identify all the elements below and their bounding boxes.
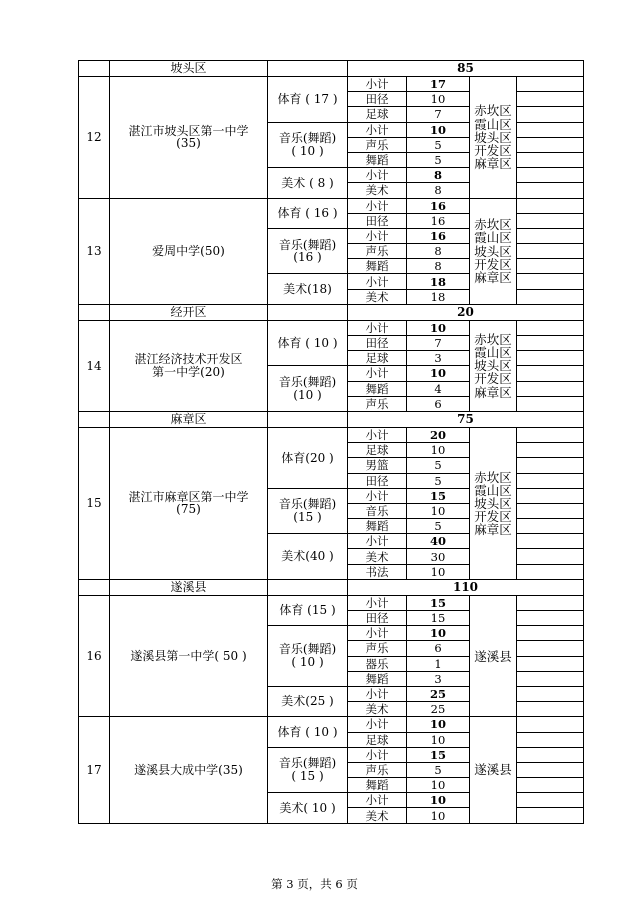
subject-group-line: 美术(40 ) <box>281 549 334 564</box>
item-label: 声乐 <box>348 137 407 152</box>
blank-cell <box>517 611 584 626</box>
blank-cell <box>517 626 584 641</box>
blank-cell <box>517 595 584 610</box>
item-label: 小计 <box>348 488 407 503</box>
recruit-area: 霞山区 <box>474 230 512 246</box>
item-label: 田径 <box>348 336 407 351</box>
subject-group-line: 美术( 10 ) <box>279 800 336 815</box>
item-label: 小计 <box>348 427 407 442</box>
subject-group <box>268 198 348 228</box>
subject-group <box>268 427 348 488</box>
item-label: 舞蹈 <box>348 152 407 167</box>
recruit-area: 麻章区 <box>474 522 512 538</box>
item-subtotal: 15 <box>407 488 470 503</box>
recruit-area: 霞山区 <box>474 345 512 361</box>
item-label: 小计 <box>348 274 407 289</box>
subject-group <box>268 168 348 198</box>
subject-group <box>268 274 348 304</box>
district-spacer-cell <box>268 579 348 595</box>
item-label: 足球 <box>348 443 407 458</box>
school-name-line: (75) <box>176 502 201 517</box>
blank-cell <box>517 122 584 137</box>
blank-cell <box>517 183 584 198</box>
item-label: 器乐 <box>348 656 407 671</box>
page-footer: 第 3 页，共 6 页 <box>271 877 358 891</box>
item-label: 舞蹈 <box>348 671 407 686</box>
blank-cell <box>517 747 584 762</box>
subject-group <box>268 534 348 580</box>
district-row <box>79 579 584 595</box>
item-count: 18 <box>407 289 470 304</box>
school-name-line: 湛江经济技术开发区 <box>134 352 243 367</box>
item-count: 6 <box>407 396 470 411</box>
subject-group <box>268 228 348 274</box>
item-count: 8 <box>407 183 470 198</box>
subject-group-line: (15 ) <box>293 509 322 524</box>
blank-cell <box>517 793 584 808</box>
item-label: 书法 <box>348 564 407 579</box>
school-number: 16 <box>79 595 110 717</box>
school-name-line: 爱周中学(50) <box>152 243 225 258</box>
item-label: 舞蹈 <box>348 259 407 274</box>
district-blank-cell <box>79 61 110 77</box>
school-name <box>110 717 268 823</box>
subject-group-line: ( 10 ) <box>291 655 324 670</box>
blank-cell <box>517 717 584 732</box>
table-row <box>79 77 584 92</box>
subject-group <box>268 747 348 793</box>
item-count: 7 <box>407 336 470 351</box>
item-count: 7 <box>407 107 470 122</box>
recruit-areas <box>470 595 517 717</box>
blank-cell <box>517 396 584 411</box>
district-spacer-cell <box>268 304 348 320</box>
district-name: 遂溪县 <box>110 579 268 595</box>
item-subtotal: 20 <box>407 427 470 442</box>
item-label: 小计 <box>348 228 407 243</box>
item-label: 声乐 <box>348 641 407 656</box>
item-count: 5 <box>407 473 470 488</box>
item-count: 10 <box>407 443 470 458</box>
subject-group-line: 体育 ( 16 ) <box>277 205 338 220</box>
item-count: 5 <box>407 762 470 777</box>
blank-cell <box>517 488 584 503</box>
recruit-area: 麻章区 <box>474 155 512 171</box>
blank-cell <box>517 671 584 686</box>
blank-cell <box>517 137 584 152</box>
subject-group <box>268 793 348 823</box>
table-row <box>79 198 584 213</box>
item-label: 田径 <box>348 213 407 228</box>
item-label: 田径 <box>348 473 407 488</box>
subject-group-line: 美术(18) <box>283 281 332 296</box>
blank-cell <box>517 808 584 823</box>
item-subtotal: 40 <box>407 534 470 549</box>
item-label: 舞蹈 <box>348 381 407 396</box>
school-name-line: (35) <box>176 136 201 151</box>
item-label: 美术 <box>348 808 407 823</box>
item-count: 16 <box>407 213 470 228</box>
recruit-area: 霞山区 <box>474 482 512 498</box>
recruit-area: 赤坎区 <box>474 332 512 348</box>
subject-group <box>268 122 348 168</box>
subject-group-line: 体育 ( 10 ) <box>277 335 338 350</box>
subject-group <box>268 717 348 747</box>
blank-cell <box>517 762 584 777</box>
blank-cell <box>517 641 584 656</box>
enrollment-table <box>78 60 584 824</box>
item-count: 8 <box>407 244 470 259</box>
district-row <box>79 61 584 77</box>
item-count: 5 <box>407 519 470 534</box>
recruit-areas <box>470 77 517 199</box>
school-name <box>110 320 268 411</box>
blank-cell <box>517 198 584 213</box>
table-row <box>79 595 584 610</box>
recruit-area: 开发区 <box>474 142 512 158</box>
item-count: 4 <box>407 381 470 396</box>
district-total: 85 <box>348 61 584 77</box>
district-blank-cell <box>79 411 110 427</box>
item-count: 25 <box>407 702 470 717</box>
blank-cell <box>517 519 584 534</box>
item-count: 10 <box>407 92 470 107</box>
item-count: 5 <box>407 458 470 473</box>
recruit-areas <box>470 198 517 304</box>
recruit-area: 坡头区 <box>474 243 512 259</box>
school-number: 14 <box>79 320 110 411</box>
district-spacer-cell <box>268 61 348 77</box>
blank-cell <box>517 152 584 167</box>
recruit-areas <box>470 320 517 411</box>
recruit-areas <box>470 717 517 823</box>
recruit-area: 麻章区 <box>474 269 512 285</box>
blank-cell <box>517 656 584 671</box>
subject-group <box>268 366 348 412</box>
school-name <box>110 198 268 304</box>
school-name-line: 湛江市麻章区第一中学 <box>128 489 249 504</box>
subject-group <box>268 77 348 123</box>
item-count: 3 <box>407 351 470 366</box>
district-total: 20 <box>348 304 584 320</box>
subject-group-line: 音乐(舞蹈) <box>278 131 337 146</box>
item-label: 小计 <box>348 686 407 701</box>
blank-cell <box>517 732 584 747</box>
blank-cell <box>517 336 584 351</box>
subject-group-line: ( 15 ) <box>291 768 324 783</box>
item-label: 田径 <box>348 611 407 626</box>
recruit-area: 开发区 <box>474 508 512 524</box>
blank-cell <box>517 702 584 717</box>
item-count: 10 <box>407 778 470 793</box>
item-label: 小计 <box>348 168 407 183</box>
item-label: 声乐 <box>348 762 407 777</box>
district-blank-cell <box>79 304 110 320</box>
item-subtotal: 10 <box>407 793 470 808</box>
recruit-area: 麻章区 <box>474 384 512 400</box>
item-subtotal: 18 <box>407 274 470 289</box>
item-count: 10 <box>407 503 470 518</box>
blank-cell <box>517 778 584 793</box>
subject-group-line: 音乐(舞蹈) <box>278 497 337 512</box>
blank-cell <box>517 381 584 396</box>
item-label: 小计 <box>348 366 407 381</box>
item-subtotal: 8 <box>407 168 470 183</box>
item-label: 小计 <box>348 717 407 732</box>
item-subtotal: 25 <box>407 686 470 701</box>
item-count: 5 <box>407 137 470 152</box>
school-name-line: 遂溪县第一中学( 50 ) <box>130 648 247 663</box>
subject-group <box>268 320 348 366</box>
recruit-area: 赤坎区 <box>474 469 512 485</box>
table-row <box>79 320 584 335</box>
subject-group-line: (16 ) <box>293 250 322 265</box>
subject-group-line: ( 10 ) <box>291 143 324 158</box>
district-name: 坡头区 <box>110 61 268 77</box>
subject-group-line: (10 ) <box>293 387 322 402</box>
item-label: 小计 <box>348 747 407 762</box>
item-label: 音乐 <box>348 503 407 518</box>
blank-cell <box>517 259 584 274</box>
item-label: 足球 <box>348 351 407 366</box>
subject-group <box>268 488 348 534</box>
blank-cell <box>517 564 584 579</box>
item-count: 3 <box>407 671 470 686</box>
district-total: 110 <box>348 579 584 595</box>
blank-cell <box>517 503 584 518</box>
subject-group-line: 音乐(舞蹈) <box>278 237 337 252</box>
item-subtotal: 10 <box>407 366 470 381</box>
blank-cell <box>517 77 584 92</box>
item-label: 小计 <box>348 320 407 335</box>
item-label: 小计 <box>348 77 407 92</box>
school-number: 17 <box>79 717 110 823</box>
item-label: 舞蹈 <box>348 519 407 534</box>
recruit-area: 赤坎区 <box>474 103 512 119</box>
recruit-area: 开发区 <box>474 256 512 272</box>
blank-cell <box>517 228 584 243</box>
item-label: 美术 <box>348 183 407 198</box>
school-number: 15 <box>79 427 110 579</box>
school-name-line: 遂溪县大成中学(35) <box>134 762 243 777</box>
item-label: 声乐 <box>348 396 407 411</box>
item-subtotal: 16 <box>407 228 470 243</box>
item-label: 美术 <box>348 702 407 717</box>
subject-group-line: 体育 (15 ) <box>279 603 336 618</box>
blank-cell <box>517 427 584 442</box>
blank-cell <box>517 213 584 228</box>
recruit-area: 遂溪县 <box>474 648 512 664</box>
item-subtotal: 10 <box>407 122 470 137</box>
recruit-area: 遂溪县 <box>474 762 512 778</box>
subject-group <box>268 626 348 687</box>
blank-cell <box>517 92 584 107</box>
subject-group <box>268 686 348 716</box>
item-count: 10 <box>407 732 470 747</box>
recruit-area: 坡头区 <box>474 129 512 145</box>
item-label: 小计 <box>348 198 407 213</box>
table-row <box>79 427 584 442</box>
blank-cell <box>517 107 584 122</box>
blank-cell <box>517 320 584 335</box>
subject-group-line: 音乐(舞蹈) <box>278 375 337 390</box>
blank-cell <box>517 443 584 458</box>
district-name: 经开区 <box>110 304 268 320</box>
item-label: 小计 <box>348 534 407 549</box>
blank-cell <box>517 473 584 488</box>
item-count: 10 <box>407 808 470 823</box>
item-label: 舞蹈 <box>348 778 407 793</box>
recruit-area: 坡头区 <box>474 495 512 511</box>
subject-group-line: 体育 ( 17 ) <box>277 91 338 106</box>
item-count: 6 <box>407 641 470 656</box>
blank-cell <box>517 168 584 183</box>
item-subtotal: 10 <box>407 626 470 641</box>
subject-group-line: 体育(20 ) <box>281 450 334 465</box>
subject-group-line: 体育 ( 10 ) <box>277 724 338 739</box>
item-count: 30 <box>407 549 470 564</box>
district-name: 麻章区 <box>110 411 268 427</box>
district-row <box>79 411 584 427</box>
subject-group-line: 美术 ( 8 ) <box>281 175 334 190</box>
recruit-areas <box>470 427 517 579</box>
blank-cell <box>517 366 584 381</box>
recruit-area: 赤坎区 <box>474 217 512 233</box>
school-number: 12 <box>79 77 110 199</box>
district-total: 75 <box>348 411 584 427</box>
item-count: 10 <box>407 564 470 579</box>
subject-group <box>268 595 348 625</box>
subject-group-line: 音乐(舞蹈) <box>278 756 337 771</box>
item-subtotal: 15 <box>407 747 470 762</box>
school-name <box>110 77 268 199</box>
blank-cell <box>517 274 584 289</box>
table-row <box>79 717 584 732</box>
school-name-line: 第一中学(20) <box>152 364 225 379</box>
blank-cell <box>517 549 584 564</box>
blank-cell <box>517 534 584 549</box>
blank-cell <box>517 686 584 701</box>
item-count: 5 <box>407 152 470 167</box>
item-label: 美术 <box>348 549 407 564</box>
district-blank-cell <box>79 579 110 595</box>
item-label: 足球 <box>348 732 407 747</box>
item-label: 美术 <box>348 289 407 304</box>
recruit-area: 开发区 <box>474 371 512 387</box>
item-label: 田径 <box>348 92 407 107</box>
item-label: 声乐 <box>348 244 407 259</box>
school-name <box>110 427 268 579</box>
item-label: 小计 <box>348 793 407 808</box>
blank-cell <box>517 351 584 366</box>
recruit-area: 霞山区 <box>474 116 512 132</box>
recruit-area: 坡头区 <box>474 358 512 374</box>
school-name <box>110 595 268 717</box>
subject-group-line: 音乐(舞蹈) <box>278 642 337 657</box>
item-count: 15 <box>407 611 470 626</box>
blank-cell <box>517 458 584 473</box>
district-spacer-cell <box>268 411 348 427</box>
subject-group-line: 美术(25 ) <box>281 694 334 709</box>
item-label: 小计 <box>348 122 407 137</box>
school-number: 13 <box>79 198 110 304</box>
item-subtotal: 15 <box>407 595 470 610</box>
item-subtotal: 10 <box>407 717 470 732</box>
item-label: 小计 <box>348 626 407 641</box>
item-label: 小计 <box>348 595 407 610</box>
school-name-line: 湛江市坡头区第一中学 <box>128 123 249 138</box>
item-subtotal: 10 <box>407 320 470 335</box>
item-subtotal: 17 <box>407 77 470 92</box>
item-label: 足球 <box>348 107 407 122</box>
blank-cell <box>517 289 584 304</box>
item-count: 1 <box>407 656 470 671</box>
item-label: 男篮 <box>348 458 407 473</box>
item-subtotal: 16 <box>407 198 470 213</box>
item-count: 8 <box>407 259 470 274</box>
district-row <box>79 304 584 320</box>
blank-cell <box>517 244 584 259</box>
